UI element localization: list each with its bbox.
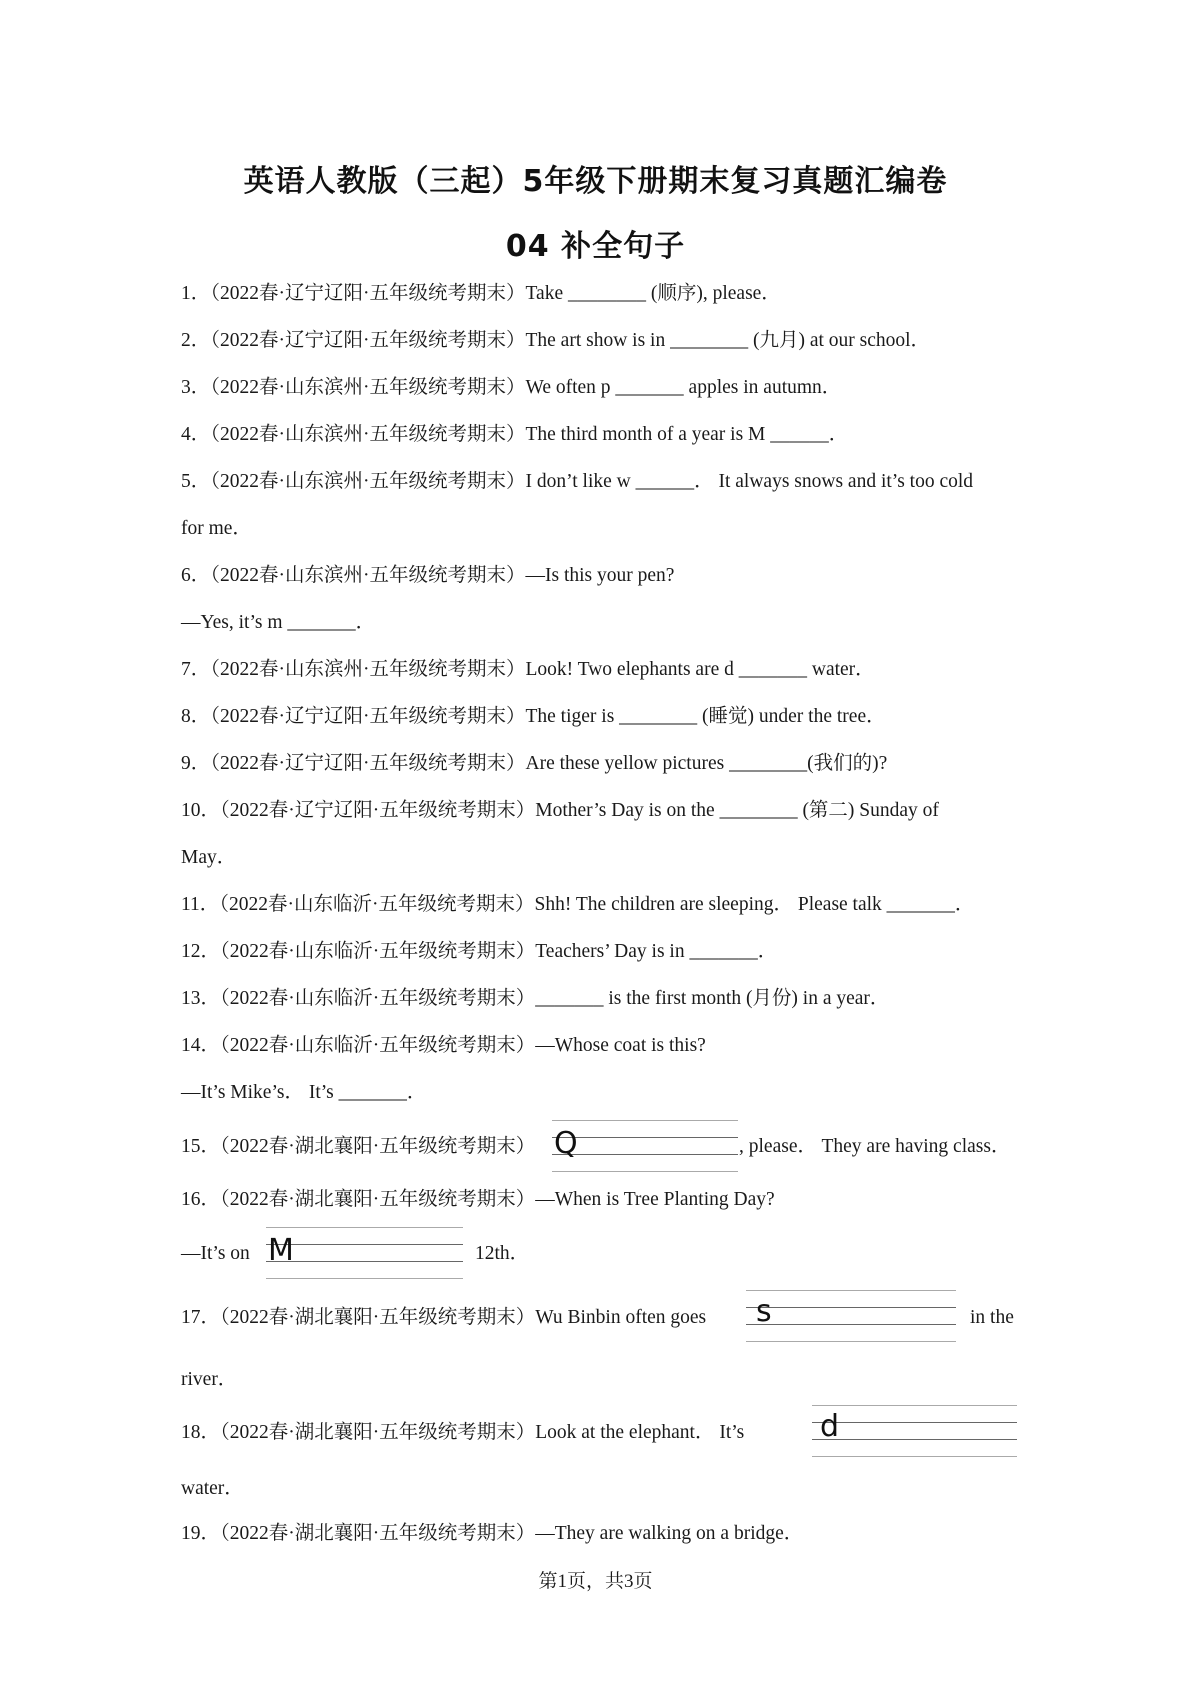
question-line: 6．（2022春·山东滨州·五年级统考期末）—Is this your pen? [181, 565, 675, 586]
question-line: 11．（2022春·山东临沂·五年级统考期末）Shh! The children are sleeping． Please talk _______． [181, 894, 975, 915]
question-17-prefix: 17．（2022春·湖北襄阳·五年级统考期末）Wu Binbin often goes [181, 1307, 707, 1328]
question-line: 9．（2022春·辽宁辽阳·五年级统考期末）Are these yellow pictures ________(我们的)? [181, 753, 888, 774]
question-line: 3．（2022春·山东滨州·五年级统考期末）We often p _______ apples in autumn． [181, 377, 842, 398]
page-title: 英语人教版（三起）5年级下册期末复习真题汇编卷 [243, 164, 948, 199]
question-18-prefix: 18．（2022春·湖北襄阳·五年级统考期末）Look at the elephant． It’s [181, 1422, 745, 1443]
writing-lines-q16[interactable] [266, 1227, 463, 1279]
handwritten-letter: Q [554, 1126, 578, 1161]
question-16-suffix: 12th． [475, 1243, 530, 1264]
question-line: for me． [181, 518, 252, 539]
question-line: 8．（2022春·辽宁辽阳·五年级统考期末）The tiger is ________ (睡觉) under the tree． [181, 706, 886, 727]
page-footer: 第1页，共3页 [538, 1571, 653, 1592]
question-line: —It’s Mike’s． It’s _______． [181, 1082, 427, 1103]
question-line: 1．（2022春·辽宁辽阳·五年级统考期末）Take ________ (顺序), please． [181, 283, 781, 304]
section-title: 04 补全句子 [505, 229, 686, 264]
question-line: 13．（2022春·山东临沂·五年级统考期末）_______ is the first month (月份) in a year． [181, 988, 890, 1009]
handwritten-letter: s [756, 1294, 772, 1329]
question-line: 12．（2022春·山东临沂·五年级统考期末）Teachers’ Day is in _______． [181, 941, 778, 962]
writing-lines-q15[interactable] [552, 1120, 738, 1172]
question-line: 5．（2022春·山东滨州·五年级统考期末）I don’t like w ______． It always snows and it’s too cold [181, 471, 974, 492]
handwritten-letter: M [268, 1233, 294, 1268]
question-15-suffix: , please． They are having class． [739, 1136, 1011, 1157]
writing-lines-q17[interactable] [746, 1290, 956, 1342]
question-line: 10．（2022春·辽宁辽阳·五年级统考期末）Mother’s Day is on the ________ (第二) Sunday of [181, 800, 939, 821]
question-line: 16．（2022春·湖北襄阳·五年级统考期末）—When is Tree Planting Day? [181, 1189, 775, 1210]
question-line: —Yes, it’s m _______． [181, 612, 376, 633]
handwritten-letter: d [820, 1409, 840, 1444]
writing-lines-q18[interactable] [812, 1405, 1017, 1457]
question-line: 14．（2022春·山东临沂·五年级统考期末）—Whose coat is this? [181, 1035, 706, 1056]
question-15-prefix: 15．（2022春·湖北襄阳·五年级统考期末） [181, 1136, 536, 1157]
question-line: river． [181, 1369, 238, 1390]
question-line: 2．（2022春·辽宁辽阳·五年级统考期末）The art show is in ________ (九月) at our school． [181, 330, 931, 351]
question-line: 19．（2022春·湖北襄阳·五年级统考期末）—They are walking on a bridge． [181, 1523, 804, 1544]
question-16-prefix: —It’s on [181, 1243, 250, 1264]
question-line: water． [181, 1478, 244, 1499]
question-line: 4．（2022春·山东滨州·五年级统考期末）The third month of a year is M ______． [181, 424, 849, 445]
question-line: May． [181, 847, 237, 868]
question-line: 7．（2022春·山东滨州·五年级统考期末）Look! Two elephants are d _______ water． [181, 659, 875, 680]
question-17-suffix: in the [970, 1307, 1014, 1328]
